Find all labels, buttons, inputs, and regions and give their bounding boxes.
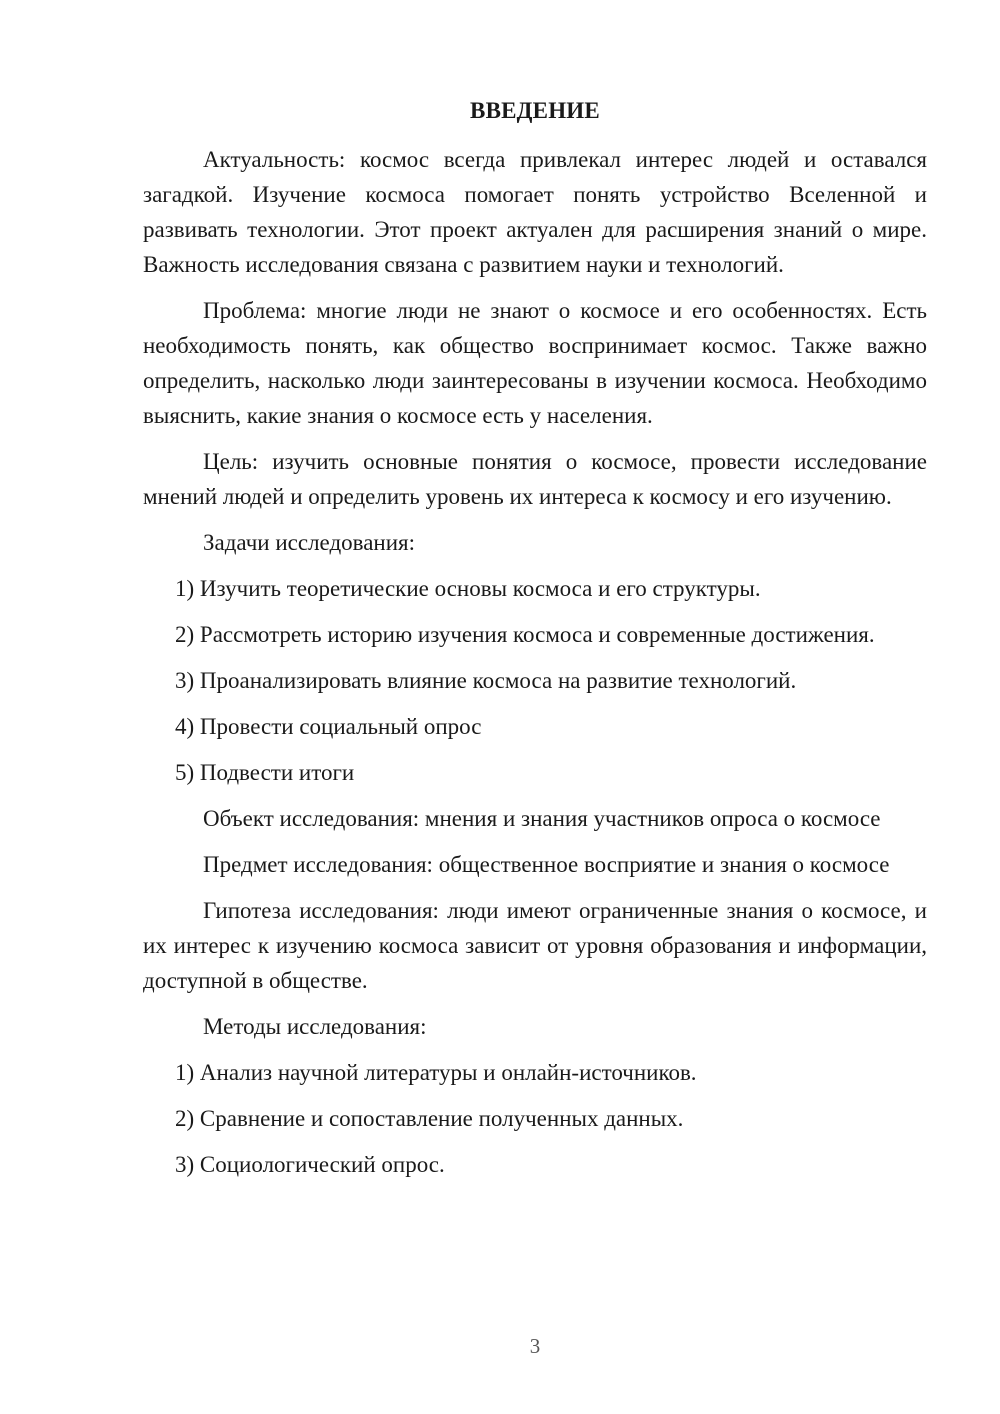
problem-paragraph: Проблема: многие люди не знают о космосе и его особенностях. Есть необходимость понять, как общество воспринимает космос. Также важно определить, насколько люди заинтересованы в изучении космоса. Необходимо выяснить, какие знания о космосе есть у населения. [143, 298, 927, 428]
relevance-paragraph: Актуальность: космос всегда привлекал интерес людей и оставался загадкой. Изучение космоса помогает понять устройство Вселенной и развивать технологии. Этот проект актуален для расширения знаний о мире. Важность исследования связана с развитием науки и технологий. [143, 147, 927, 277]
list-item: 1) Изучить теоретические основы космоса и его структуры. [175, 576, 761, 601]
section-title: ВВЕДЕНИЕ [470, 98, 600, 123]
hypothesis-paragraph: Гипотеза исследования: люди имеют ограниченные знания о космосе, и их интерес к изучению космоса зависит от уровня образования и информации, доступной в обществе. [143, 898, 927, 993]
list-item: 5) Подвести итоги [175, 760, 355, 785]
goal-paragraph: Цель: изучить основные понятия о космосе, провести исследование мнений людей и определить уровень их интереса к космосу и его изучению. [143, 449, 927, 509]
list-item: 1) Анализ научной литературы и онлайн-источников. [175, 1060, 697, 1085]
methods-list [143, 1055, 927, 1182]
document-body [143, 142, 927, 1193]
list-item: 2) Рассмотреть историю изучения космоса и современные достижения. [175, 622, 875, 647]
list-item: 4) Провести социальный опрос [175, 714, 482, 739]
subject-paragraph: Предмет исследования: общественное восприятие и знания о космосе [203, 852, 890, 877]
document-page [143, 0, 927, 1414]
list-item: 3) Проанализировать влияние космоса на развитие технологий. [175, 668, 797, 693]
tasks-heading: Задачи исследования: [203, 530, 416, 555]
list-item: 2) Сравнение и сопоставление полученных данных. [175, 1106, 684, 1131]
tasks-list [143, 571, 927, 790]
object-paragraph: Объект исследования: мнения и знания участников опроса о космосе [203, 806, 881, 831]
methods-heading: Методы исследования: [203, 1014, 427, 1039]
list-item: 3) Социологический опрос. [175, 1152, 445, 1177]
page-number: 3 [529, 1334, 541, 1358]
